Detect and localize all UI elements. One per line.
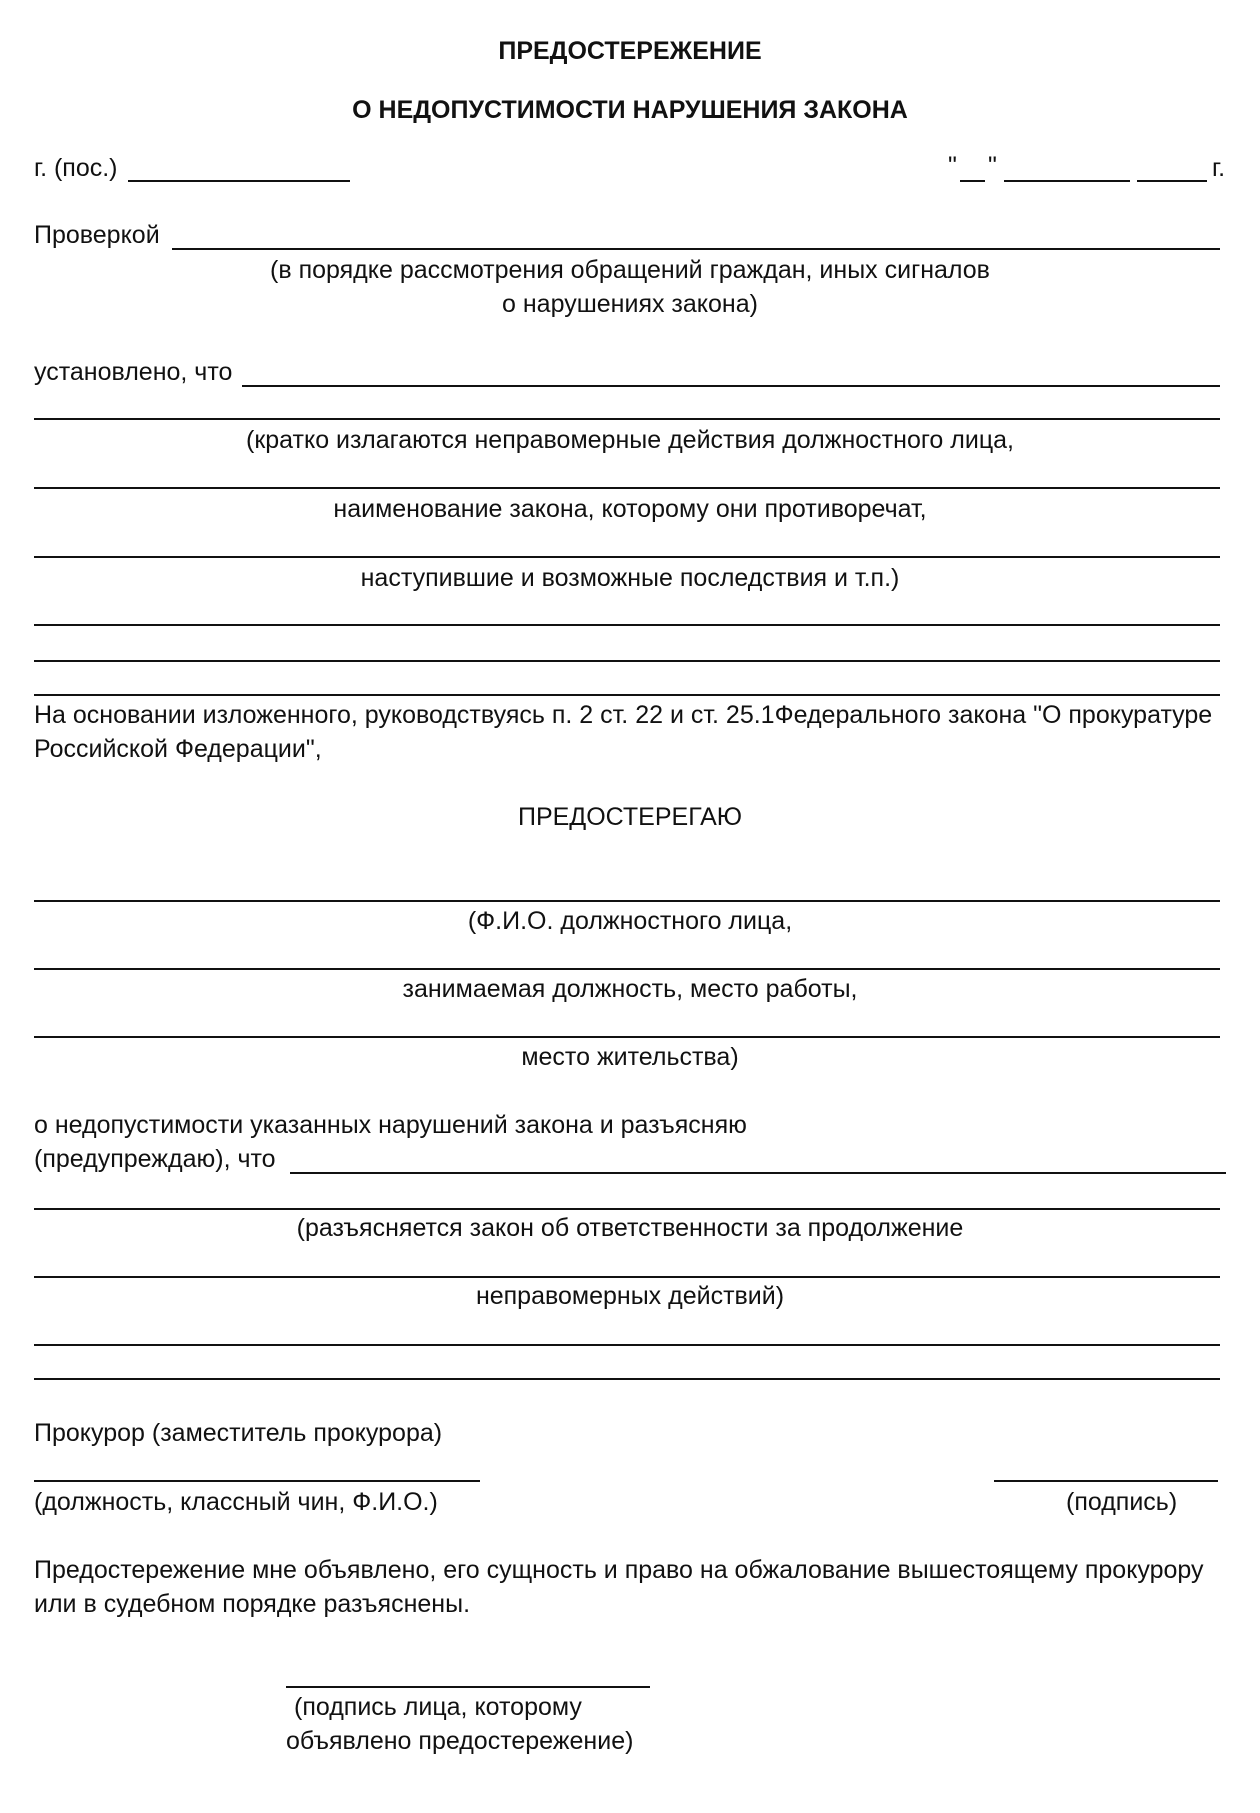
- explain-line1: о недопустимости указанных нарушений закона и разъясняю: [34, 1111, 747, 1139]
- acknowledgement-signature-hint-line2: объявлено предостережение): [286, 1727, 634, 1755]
- date-quote-open: ": [948, 152, 957, 180]
- date-quote-close: ": [988, 152, 997, 180]
- prosecutor-position-hint: (должность, классный чин, Ф.И.О.): [34, 1488, 438, 1516]
- check-hint-line2: о нарушениях закона): [502, 290, 758, 318]
- official-position-field[interactable]: [34, 968, 1220, 970]
- established-label: установлено, что: [34, 358, 233, 386]
- warn-hint-line3: место жительства): [521, 1043, 739, 1071]
- established-field-4[interactable]: [34, 556, 1220, 558]
- established-hint-line2: наименование закона, которому они противоречат,: [333, 495, 927, 523]
- established-field-5[interactable]: [34, 624, 1220, 626]
- explain-field-5[interactable]: [34, 1378, 1220, 1380]
- basis-line1: На основании изложенного, руководствуясь п. 2 ст. 22 и ст. 25.1Федерального закона "О прокуратуре: [34, 701, 1213, 729]
- established-hint-line1: (кратко излагаются неправомерные действия должностного лица,: [246, 426, 1014, 454]
- prosecutor-label: Прокурор (заместитель прокурора): [34, 1419, 443, 1447]
- check-field[interactable]: [172, 248, 1220, 250]
- place-field[interactable]: [128, 180, 350, 182]
- prosecutor-signature-field[interactable]: [994, 1480, 1218, 1482]
- place-label: г. (пос.): [34, 154, 118, 182]
- acknowledgement-signature-field[interactable]: [286, 1686, 650, 1688]
- acknowledgement-signature-hint-line1: (подпись лица, которому: [294, 1693, 582, 1721]
- warn-hint-line2: занимаемая должность, место работы,: [402, 975, 858, 1003]
- established-field-1[interactable]: [242, 385, 1220, 387]
- explain-hint-line1: (разъясняется закон об ответственности за продолжение: [296, 1214, 964, 1242]
- explain-hint-line2: неправомерных действий): [475, 1282, 785, 1310]
- explain-field-1[interactable]: [290, 1172, 1226, 1174]
- explain-field-3[interactable]: [34, 1276, 1220, 1278]
- prosecutor-position-field[interactable]: [34, 1480, 480, 1482]
- date-day-field[interactable]: [960, 180, 985, 182]
- prosecutor-signature-hint: (подпись): [1066, 1488, 1178, 1516]
- explain-line2-label: (предупреждаю), что: [34, 1145, 276, 1173]
- year-suffix: г.: [1212, 154, 1226, 182]
- date-year-field[interactable]: [1137, 180, 1207, 182]
- established-field-6[interactable]: [34, 660, 1220, 662]
- acknowledgement-line1: Предостережение мне объявлено, его сущность и право на обжалование вышестоящему прокурору: [34, 1556, 1204, 1584]
- check-label: Проверкой: [34, 221, 160, 249]
- document-title: ПРЕДОСТЕРЕЖЕНИЕ: [498, 37, 762, 65]
- explain-field-2[interactable]: [34, 1208, 1220, 1210]
- established-hint-line3: наступившие и возможные последствия и т.п.): [360, 564, 900, 592]
- check-hint-line1: (в порядке рассмотрения обращений граждан, иных сигналов: [270, 256, 990, 284]
- official-name-field[interactable]: [34, 900, 1220, 902]
- established-field-7[interactable]: [34, 694, 1220, 696]
- official-residence-field[interactable]: [34, 1036, 1220, 1038]
- explain-field-4[interactable]: [34, 1344, 1220, 1346]
- acknowledgement-line2: или в судебном порядке разъяснены.: [34, 1590, 471, 1618]
- warn-heading: ПРЕДОСТЕРЕГАЮ: [517, 803, 742, 831]
- date-month-field[interactable]: [1004, 180, 1130, 182]
- basis-line2: Российской Федерации",: [34, 735, 322, 763]
- warn-hint-line1: (Ф.И.О. должностного лица,: [467, 907, 793, 935]
- document-subtitle: О НЕДОПУСТИМОСТИ НАРУШЕНИЯ ЗАКОНА: [352, 96, 908, 124]
- established-field-3[interactable]: [34, 487, 1220, 489]
- established-field-2[interactable]: [34, 418, 1220, 420]
